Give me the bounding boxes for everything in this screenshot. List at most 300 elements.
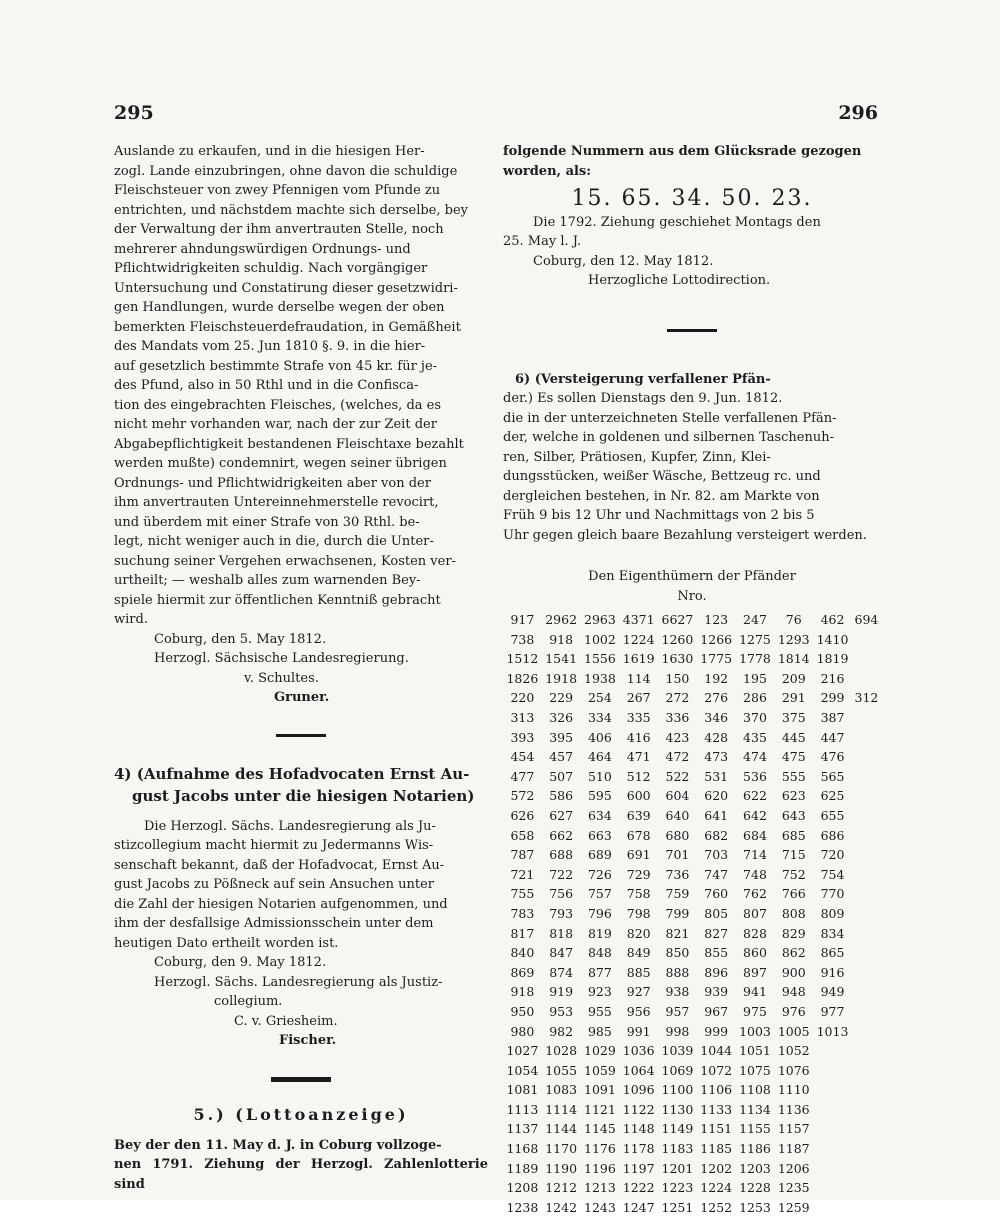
pawn-number: 1036 (622, 1043, 655, 1059)
pawn-number: 1114 (545, 1101, 578, 1117)
pawn-number: 729 (626, 866, 651, 882)
text-line: die in der unterzeichneten Stelle verfallenen Pfän- (503, 410, 837, 426)
table-row (503, 688, 881, 708)
pawn-number: 939 (704, 984, 729, 1000)
pawn-number: 604 (665, 788, 690, 804)
table-row (503, 767, 881, 787)
pawn-number: 1212 (545, 1180, 578, 1196)
pawn-number: 1178 (622, 1141, 655, 1157)
pawn-number: 1196 (584, 1160, 616, 1176)
text-line: dergleichen bestehen, in Nr. 82. am Markte von (503, 488, 820, 504)
pawn-number: 1002 (584, 631, 616, 647)
table-row (503, 649, 881, 669)
pawn-number: 919 (549, 984, 574, 1000)
pawn-number (813, 1080, 852, 1100)
pawn-number: 476 (820, 749, 845, 765)
pawn-number: 150 (665, 670, 690, 686)
lotto-intro (503, 142, 881, 181)
pawn-number: 286 (743, 690, 767, 706)
pawn-number (852, 728, 881, 748)
table-row (503, 630, 881, 650)
pawn-number: 953 (549, 1003, 574, 1019)
text-line: mehrerer ahndungswürdigen Ordnungs- und (114, 241, 411, 257)
pawn-number: 756 (549, 886, 574, 902)
table-row (503, 1061, 881, 1081)
pawn-number (852, 826, 881, 846)
left-page-number: 295 (114, 102, 154, 124)
pawn-number: 555 (781, 768, 806, 784)
pawn-number: 76 (785, 612, 802, 628)
pawn-number: 445 (781, 729, 806, 745)
pawn-number (852, 1119, 881, 1139)
pawn-number: 1556 (584, 651, 616, 667)
pawn-number (852, 630, 881, 650)
pawn-number: 752 (781, 866, 806, 882)
text-line: des Pfund, also in 50 Rthl und in die Confisca- (114, 378, 419, 393)
section-5-text (114, 1136, 488, 1195)
pawn-number: 1630 (661, 651, 694, 667)
pawn-number: 267 (626, 690, 651, 706)
pawn-number-table (503, 610, 881, 1217)
pawn-number: 642 (743, 807, 767, 823)
pawn-number: 1168 (506, 1141, 539, 1157)
pawn-number (852, 1159, 881, 1179)
pawn-number: 720 (820, 847, 845, 863)
pawn-number: 1072 (700, 1062, 733, 1078)
pawn-number: 897 (743, 964, 767, 980)
pawn-number: 949 (820, 984, 845, 1000)
pawn-number (852, 786, 881, 806)
pawn-number: 299 (820, 690, 845, 706)
table-row (503, 924, 881, 944)
table-row (503, 1002, 881, 1022)
pawn-number: 760 (704, 886, 729, 902)
pawn-number: 1106 (700, 1082, 733, 1098)
right-page-number: 296 (838, 102, 878, 124)
pawn-number: 6627 (661, 612, 694, 628)
signature-name: v. Schultes. (244, 670, 319, 686)
text-line: urtheilt; — weshalb alles zum warnenden Bey- (114, 573, 421, 588)
pawn-number: 1064 (622, 1062, 655, 1078)
pawn-number: 686 (820, 827, 845, 843)
pawn-number: 370 (743, 710, 767, 726)
text-line: Die 1792. Ziehung geschiehet Montags den (533, 214, 821, 230)
pawn-number: 918 (510, 984, 535, 1000)
pawn-number: 967 (704, 1003, 729, 1019)
pawn-number: 799 (665, 905, 690, 921)
pawn-number (852, 1080, 881, 1100)
pawn-number: 220 (510, 690, 535, 706)
pawn-number: 691 (626, 847, 651, 863)
signature-authority: Herzogl. Sächsische Landesregierung. (154, 651, 409, 666)
pawn-number: 1619 (622, 651, 655, 667)
pawn-number: 522 (665, 768, 690, 784)
pawn-number (852, 943, 881, 963)
pawn-number: 757 (587, 886, 612, 902)
pawn-number: 877 (587, 964, 612, 980)
text-line: ihm anvertrauten Untereinnehmerstelle revocirt, (114, 495, 439, 510)
pawn-number: 1541 (545, 651, 578, 667)
pawn-number: 454 (510, 749, 535, 765)
pawn-number: 1134 (739, 1101, 771, 1117)
pawn-number: 715 (781, 847, 806, 863)
pawn-number (813, 1139, 852, 1159)
pawn-number: 855 (704, 945, 729, 961)
pawn-number: 1121 (584, 1101, 616, 1117)
pawn-number: 335 (626, 710, 651, 726)
pawn-number: 829 (781, 925, 806, 941)
pawn-number: 643 (781, 807, 806, 823)
pawn-number: 1145 (584, 1121, 616, 1137)
pawn-number (813, 1119, 852, 1139)
pawn-number: 827 (704, 925, 729, 941)
pawn-number: 375 (781, 710, 806, 726)
text-line: dungsstücken, weißer Wäsche, Bettzeug rc. und (503, 469, 821, 484)
pawn-number (813, 1198, 852, 1217)
pawn-number (852, 708, 881, 728)
pawn-number: 1096 (622, 1082, 655, 1098)
pawn-number: 1190 (545, 1160, 578, 1176)
pawn-number: 865 (820, 945, 845, 961)
pawn-number: 985 (587, 1023, 612, 1039)
pawn-number: 192 (704, 670, 729, 686)
pawn-number (852, 1061, 881, 1081)
owners-subheading: Nro. (677, 588, 707, 604)
pawn-number: 840 (510, 945, 535, 961)
pawn-number: 473 (704, 749, 729, 765)
text-line: folgende Nummern aus dem Glücksrade gezogen (503, 144, 862, 159)
pawn-number: 1775 (700, 651, 733, 667)
section-divider (271, 1077, 331, 1082)
pawn-number: 620 (704, 788, 729, 804)
section-5-heading: 5.) (Lottoanzeige) (193, 1104, 409, 1124)
table-row (503, 982, 881, 1002)
pawn-number: 714 (743, 847, 767, 863)
pawn-number: 1259 (777, 1199, 810, 1215)
pawn-number: 1051 (739, 1043, 771, 1059)
pawn-number: 1242 (545, 1199, 578, 1215)
text-line: legt, nicht weniger auch in die, durch die Unter- (114, 534, 434, 549)
pawn-number: 916 (820, 964, 845, 980)
pawn-number: 393 (510, 729, 535, 745)
pawn-number: 999 (704, 1023, 729, 1039)
pawn-number: 682 (704, 827, 729, 843)
pawn-number: 923 (587, 984, 612, 1000)
table-row (503, 884, 881, 904)
pawn-number: 291 (781, 690, 806, 706)
pawn-number: 808 (781, 905, 806, 921)
pawn-number: 1081 (506, 1082, 539, 1098)
text-line: der, welche in goldenen und silbernen Taschenuh- (503, 430, 835, 445)
pawn-number: 462 (820, 612, 845, 628)
pawn-number: 423 (665, 729, 690, 745)
pawn-number: 1176 (584, 1141, 616, 1157)
pawn-number: 1826 (506, 670, 539, 686)
pawn-number: 1044 (700, 1043, 733, 1059)
pawn-number: 4371 (622, 612, 655, 628)
pawn-number: 680 (665, 827, 690, 843)
pawn-number: 787 (510, 847, 535, 863)
pawn-number: 805 (704, 905, 729, 921)
text-line: nicht mehr vorhanden war, nach der zur Zeit der (114, 417, 437, 432)
text-line: tion des eingebrachten Fleisches, (welches, da es (114, 397, 442, 413)
pawn-number: 703 (704, 847, 729, 863)
pawn-number: 435 (743, 729, 767, 745)
pawn-number: 531 (704, 768, 729, 784)
text-line: ren, Silber, Prätiosen, Kupfer, Zinn, Klei- (503, 449, 771, 465)
text-line: Pflichtwidrigkeiten schuldig. Nach vorgängiger (114, 261, 428, 276)
pawn-number: 678 (626, 827, 651, 843)
text-line: des Mandats vom 25. Jun 1810 §. 9. in die hier- (114, 339, 426, 354)
pawn-number: 1208 (506, 1180, 539, 1196)
pawn-number (852, 924, 881, 944)
pawn-number: 1133 (700, 1101, 733, 1117)
pawn-number: 313 (510, 710, 535, 726)
pawn-number: 1275 (739, 631, 771, 647)
pawn-number: 1224 (622, 631, 655, 647)
pawn-number: 748 (743, 866, 767, 882)
text-line: der.) Es sollen Dienstags den 9. Jun. 1812. (503, 391, 783, 406)
pawn-number: 1243 (584, 1199, 616, 1215)
table-row (503, 747, 881, 767)
pawn-number: 766 (781, 886, 806, 902)
continued-notice-text (114, 142, 488, 630)
text-line: Uhr gegen gleich baare Bezahlung versteigert werden. (503, 527, 867, 543)
text-line: auf gesetzlich bestimmte Strafe von 45 kr. für je- (114, 358, 438, 374)
table-row (503, 1178, 881, 1198)
pawn-number (813, 1061, 852, 1081)
pawn-number: 1100 (661, 1082, 694, 1098)
text-line: Die Herzogl. Sächs. Landesregierung als Ju- (144, 818, 436, 834)
table-row (503, 728, 881, 748)
text-line: spiele hiermit zur öffentlichen Kenntniß gebracht (114, 592, 441, 608)
pawn-number (852, 806, 881, 826)
pawn-number: 2963 (584, 612, 616, 628)
pawn-number: 862 (781, 945, 806, 961)
pawn-number: 975 (743, 1003, 767, 1019)
pawn-number: 447 (820, 729, 845, 745)
pawn-number: 346 (704, 710, 729, 726)
pawn-number: 918 (549, 631, 574, 647)
pawn-number: 957 (665, 1003, 690, 1019)
pawn-number: 1183 (661, 1141, 694, 1157)
pawn-number: 1144 (545, 1121, 578, 1137)
signature-date: Coburg, den 12. May 1812. (533, 253, 714, 269)
pawn-number (852, 669, 881, 689)
pawn-number: 507 (549, 768, 574, 784)
pawn-number: 819 (587, 925, 612, 941)
text-line: Ordnungs- und Pflichtwidrigkeiten aber von der (114, 475, 431, 491)
pawn-number: 991 (626, 1023, 651, 1039)
pawn-number: 847 (549, 945, 574, 961)
text-line: bemerkten Fleischsteuerdefraudation, in Gemäßheit (114, 319, 461, 335)
signature-name: Gruner. (274, 690, 330, 705)
pawn-number: 747 (704, 866, 729, 882)
text-line: Auslande zu erkaufen, und in die hiesigen Her- (114, 144, 425, 159)
pawn-number: 956 (626, 1003, 651, 1019)
pawn-number: 820 (626, 925, 651, 941)
pawn-number: 565 (820, 768, 845, 784)
pawn-number: 640 (665, 807, 690, 823)
pawn-number: 783 (510, 905, 535, 921)
pawn-number: 689 (587, 847, 612, 863)
signature-name: C. v. Griesheim. (234, 1013, 338, 1029)
pawn-number: 821 (665, 925, 690, 941)
text-line: Untersuchung und Constatirung dieser gesetzwidri- (114, 280, 458, 296)
pawn-number: 1228 (739, 1180, 771, 1196)
pawn-number: 754 (820, 866, 845, 882)
pawn-number: 1148 (622, 1121, 655, 1137)
pawn-number: 595 (587, 788, 612, 804)
text-line: zogl. Lande einzubringen, ohne davon die schuldige (114, 163, 458, 179)
pawn-number: 885 (626, 964, 651, 980)
pawn-number: 464 (587, 749, 612, 765)
pawn-number: 941 (743, 984, 767, 1000)
pawn-number: 900 (781, 964, 806, 980)
pawn-number: 1069 (661, 1062, 694, 1078)
pawn-number: 254 (587, 690, 612, 706)
pawn-number: 1778 (739, 651, 771, 667)
pawn-number: 1005 (777, 1023, 810, 1039)
pawn-number: 1170 (545, 1141, 578, 1157)
pawn-number: 627 (549, 807, 574, 823)
pawn-number (813, 1159, 852, 1179)
pawn-number (852, 884, 881, 904)
pawn-number: 860 (743, 945, 767, 961)
pawn-number: 948 (781, 984, 806, 1000)
pawn-number: 828 (743, 925, 767, 941)
table-row (503, 943, 881, 963)
pawn-number: 1202 (700, 1160, 733, 1176)
table-row (503, 1041, 881, 1061)
pawn-number: 114 (626, 670, 651, 686)
pawn-number: 685 (781, 827, 806, 843)
pawn-number: 1151 (700, 1121, 733, 1137)
pawn-number: 1253 (739, 1199, 771, 1215)
pawn-number: 1918 (545, 670, 578, 686)
table-row (503, 708, 881, 728)
pawn-number: 770 (820, 886, 845, 902)
pawn-number: 216 (820, 670, 845, 686)
text-line: entrichten, und nächstdem machte sich derselbe, bey (114, 202, 469, 218)
pawn-number: 1122 (622, 1101, 655, 1117)
text-line: senschaft bekannt, daß der Hofadvocat, Ernst Au- (114, 857, 445, 873)
table-row (503, 669, 881, 689)
pawn-number: 1055 (545, 1062, 578, 1078)
pawn-number: 658 (510, 827, 535, 843)
pawn-number: 416 (626, 729, 651, 745)
text-line: Früh 9 bis 12 Uhr und Nachmittags von 2 bis 5 (503, 508, 815, 523)
table-row (503, 1119, 881, 1139)
signature-authority: Herzogl. Sächs. Landesregierung als Justiz- collegium. (154, 974, 443, 1009)
pawn-number: 688 (549, 847, 574, 863)
pawn-number: 1938 (584, 670, 616, 686)
pawn-number: 623 (781, 788, 806, 804)
pawn-number: 849 (626, 945, 651, 961)
pawn-number: 982 (549, 1023, 574, 1039)
signature-date: Coburg, den 5. May 1812. (154, 631, 327, 647)
pawn-number: 1260 (661, 631, 694, 647)
text-line: nen 1791. Ziehung der Herzogl. Zahlenlotterie sind (114, 1157, 488, 1192)
pawn-number: 1028 (545, 1043, 578, 1059)
pawn-number (813, 1041, 852, 1061)
signature-name: Fischer. (279, 1033, 337, 1048)
text-line: worden, als: (503, 163, 592, 179)
text-line: der Verwaltung der ihm anvertrauten Stelle, noch (114, 222, 444, 237)
text-line: wird. (114, 612, 148, 627)
table-row (503, 1100, 881, 1120)
pawn-number: 927 (626, 984, 651, 1000)
pawn-number: 387 (820, 710, 845, 726)
pawn-number: 848 (587, 945, 612, 961)
pawn-number: 600 (626, 788, 651, 804)
drawn-lotto-numbers: 15. 65. 34. 50. 23. (571, 186, 813, 211)
pawn-number (813, 1178, 852, 1198)
section-4-heading: 4) (Aufnahme des Hofadvocaten Ernst Au- gust Jacobs unter die hiesigen Notarien) (114, 764, 475, 805)
pawn-number: 1003 (739, 1023, 771, 1039)
pawn-number: 1027 (506, 1043, 539, 1059)
table-row (503, 904, 881, 924)
pawn-number: 917 (510, 612, 535, 628)
pawn-number: 639 (626, 807, 651, 823)
pawn-number: 1186 (739, 1141, 771, 1157)
pawn-number: 195 (743, 670, 767, 686)
pawn-number: 726 (587, 866, 612, 882)
pawn-number: 428 (704, 729, 729, 745)
pawn-number: 336 (665, 710, 690, 726)
text-line: gust Jacobs zu Pößneck auf sein Ansuchen unter (114, 877, 434, 892)
pawn-number: 1185 (700, 1141, 733, 1157)
pawn-number (852, 982, 881, 1002)
pawn-number (852, 1198, 881, 1217)
pawn-number: 850 (665, 945, 690, 961)
pawn-number (852, 1002, 881, 1022)
table-row (503, 1198, 881, 1217)
pawn-number: 1187 (777, 1141, 810, 1157)
table-row (503, 963, 881, 983)
pawn-number: 272 (665, 690, 690, 706)
pawn-number: 276 (704, 690, 729, 706)
text-line: stizcollegium macht hiermit zu Jedermanns Wis- (114, 838, 434, 853)
table-row (503, 865, 881, 885)
pawn-number: 738 (510, 631, 535, 647)
pawn-number: 123 (704, 612, 729, 628)
text-line: Abgabepflichtigkeit bestandenen Fleischtaxe bezahlt (114, 436, 464, 452)
pawn-number: 950 (510, 1003, 535, 1019)
pawn-number: 762 (743, 886, 767, 902)
pawn-number: 655 (820, 807, 845, 823)
pawn-number: 1203 (739, 1160, 771, 1176)
section-divider (276, 734, 326, 737)
pawn-number: 1149 (661, 1121, 694, 1137)
left-column (114, 142, 488, 1194)
pawn-number: 1819 (816, 651, 849, 667)
pawn-number: 1224 (700, 1180, 733, 1196)
text-line: heutigen Dato ertheilt worden ist. (114, 935, 339, 951)
pawn-number: 477 (510, 768, 535, 784)
pawn-number: 759 (665, 886, 690, 902)
pawn-number: 701 (665, 847, 690, 863)
text-line: die Zahl der hiesigen Notarien aufgenommen, und (114, 896, 448, 912)
pawn-number: 1052 (777, 1043, 810, 1059)
pawn-number: 1251 (661, 1199, 694, 1215)
pawn-number: 1266 (700, 631, 733, 647)
pawn-number (852, 845, 881, 865)
pawn-number: 1076 (777, 1062, 810, 1078)
pawn-number: 1130 (661, 1101, 694, 1117)
pawn-number (813, 1100, 852, 1120)
table-row (503, 1021, 881, 1041)
